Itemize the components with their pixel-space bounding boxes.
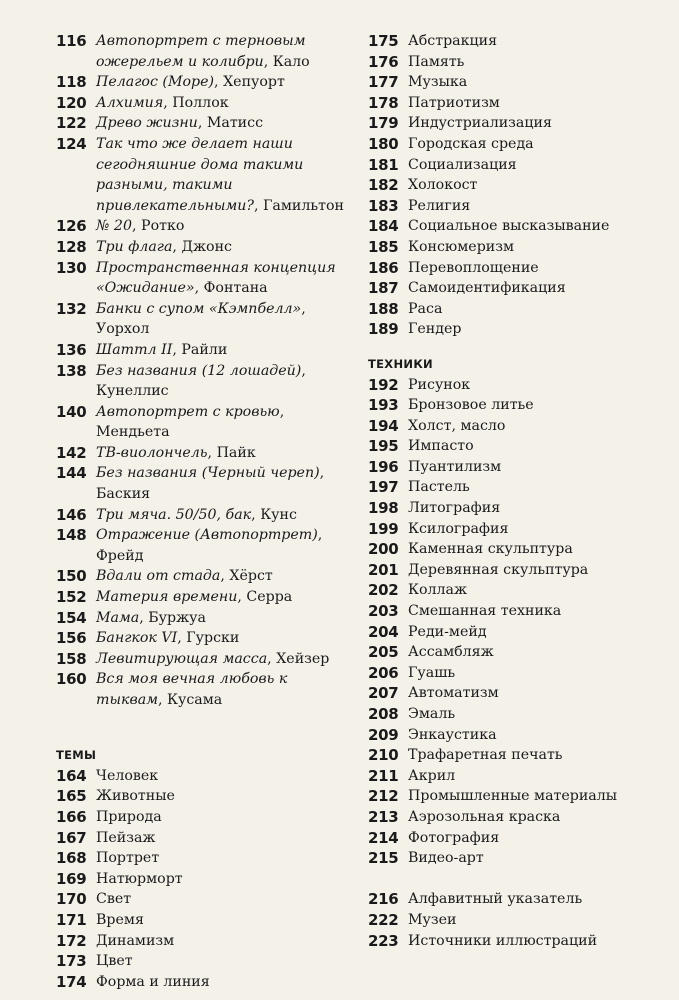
page-number: 179 [368,114,399,133]
page-number: 116 [56,32,87,50]
entry-label: Городская среда [408,135,534,152]
entry-text: Левитирующая масса, Хейзер [96,650,330,667]
page-number: 188 [368,299,399,318]
work-title: Алхимия [96,94,164,111]
toc-entry [368,155,674,176]
page-number: 166 [56,807,87,826]
page-number: 222 [368,910,399,929]
toc-entry [368,580,674,601]
toc-entry [368,498,674,519]
page-number: 177 [368,73,399,92]
work-title: Отражение (Автопортрет) [96,527,318,544]
toc-entry [368,299,674,320]
artist-name: Кало [272,53,310,70]
spacer [368,869,674,890]
entry-text: Вся моя вечная любовь к тыквам, Кусама [96,671,288,709]
page-number: 202 [368,581,399,600]
page-number: 167 [56,828,87,847]
work-title: Вся моя вечная любовь к тыквам [96,671,288,709]
toc-entry [368,477,674,498]
page-number: 165 [56,787,87,806]
artist-name: Фонтана [203,280,268,297]
toc-entry [56,443,356,464]
page-number: 183 [368,196,399,215]
toc-entry [56,299,356,340]
toc-entry [368,889,674,910]
toc-entry [368,52,674,73]
page-number: 164 [56,766,87,785]
page-number: 198 [368,499,399,518]
toc-entry [368,766,674,787]
toc-entry [368,519,674,540]
page-number: 197 [368,478,399,497]
entry-label: Деревянная скульптура [408,561,589,578]
work-title: Так что же делает наши сегодняшние дома такими разными, такими привлекательными? [96,135,304,214]
entry-text: Три мяча. 50/50, бак, Кунс [96,506,297,523]
entry-label: Свет [96,891,132,908]
entry-text: Древо жизни, Матисс [96,115,264,132]
entry-label: Холст, масло [408,417,506,434]
work-title: Шаттл II [96,341,173,358]
toc-entry [56,848,356,869]
entry-label: Видео-арт [408,850,484,867]
page-number: 181 [368,155,399,174]
work-title: Мама [96,609,140,626]
page-number: 150 [56,567,87,586]
entry-text: Автопортрет с кровью, Мендьета [96,403,285,441]
entry-label: Память [408,53,465,70]
page-number: 148 [56,526,87,545]
work-title: Без названия (Черный череп) [96,465,320,482]
entry-text: Вдали от стада, Хёрст [96,568,273,585]
page-number: 205 [368,643,399,662]
toc-entry [56,889,356,910]
entry-label: Рисунок [408,376,471,393]
toc-entry [368,786,674,807]
page-number: 180 [368,134,399,153]
work-title: Три флага [96,238,173,255]
page-number: 209 [368,725,399,744]
left-column [56,31,356,992]
work-title: Банки с супом «Кэмпбелл» [96,300,302,317]
toc-entry [56,628,356,649]
page-number: 194 [368,416,399,435]
artist-name: Кунеллис [96,383,169,400]
toc-entry [368,375,674,396]
toc-entry [368,683,674,704]
entry-label: Фотография [408,829,500,846]
entry-text: Мама, Буржуа [96,609,206,626]
artist-name: Мендьета [96,424,170,441]
toc-entry [56,340,356,361]
toc-entry [368,539,674,560]
entry-label: Портрет [96,850,160,867]
entry-label: Бронзовое литье [408,397,534,414]
entry-text: ТВ-виолончель, Пайк [96,444,256,461]
page-number: 213 [368,807,399,826]
entry-label: Человек [96,767,159,784]
entry-text: Шаттл II, Райли [96,341,228,358]
entry-label: Самоидентификация [408,280,566,297]
page-number: 118 [56,73,87,92]
entry-label: Пейзаж [96,829,156,846]
page-number: 172 [56,931,87,950]
toc-entry [368,258,674,279]
work-title: Пространственная концепция «Ожидание» [96,259,336,297]
toc-entry [56,669,356,710]
artist-name: Пайк [216,444,256,461]
entry-label: Раса [408,300,443,317]
artist-name: Поллок [172,94,229,111]
page-number: 132 [56,299,87,318]
entry-label: Литография [408,500,501,517]
entry-label: Природа [96,808,162,825]
right-column [368,31,674,951]
entry-text: Банки с супом «Кэмпбелл», Уорхол [96,300,306,338]
toc-entry [56,951,356,972]
page-number: 175 [368,32,399,50]
concepts-list [368,31,674,340]
toc-entry [56,237,356,258]
page-number: 201 [368,560,399,579]
entry-label: Время [96,911,144,928]
entry-label: Патриотизм [408,94,500,111]
artist-name: Фрейд [96,547,144,564]
page-number: 146 [56,505,87,524]
toc-entry [56,931,356,952]
artist-name: Хёрст [229,568,273,585]
page-number: 142 [56,443,87,462]
toc-entry [368,216,674,237]
entry-label: Форма и линия [96,973,210,990]
entry-text: Материя времени, Серра [96,589,293,606]
toc-entry [368,319,674,340]
entry-text: Отражение (Автопортрет), Фрейд [96,527,323,564]
page-number: 184 [368,217,399,236]
toc-entry [56,258,356,299]
back-matter-list [368,889,674,951]
entry-label: Музыка [408,74,468,91]
entry-label: Аэрозольная краска [408,808,561,825]
page-number: 193 [368,396,399,415]
toc-entry [368,663,674,684]
entry-label: Промышленные материалы [408,788,618,805]
toc-entry [56,828,356,849]
work-title: Бангкок VI [96,630,178,647]
work-title: № 20 [96,218,132,235]
toc-entry [368,622,674,643]
toc-entry [56,463,356,504]
toc-entry [368,745,674,766]
page-number: 182 [368,176,399,195]
page-number: 152 [56,588,87,607]
entry-label: Консюмеризм [408,238,515,255]
entry-label: Индустриализация [408,115,552,132]
entry-label: Смешанная техника [408,603,562,620]
toc-entry [56,910,356,931]
toc-entry [368,113,674,134]
page-number: 185 [368,237,399,256]
entry-label: Импасто [408,438,474,455]
page-number: 169 [56,869,87,888]
toc-entry [56,587,356,608]
page-number: 187 [368,279,399,298]
page-number: 200 [368,540,399,559]
entry-label: Пуантилизм [408,458,502,475]
toc-entry [368,848,674,869]
toc-entry [56,972,356,993]
entry-label: Каменная скульптура [408,541,573,558]
toc-entry [368,704,674,725]
entry-label: Акрил [408,767,456,784]
entry-text: Без названия (Черный череп), Баския [96,465,325,503]
page-number: 144 [56,464,87,483]
work-title: Автопортрет с кровью [96,403,280,420]
toc-entry [56,807,356,828]
artist-name: Гурски [186,630,240,647]
page-number: 171 [56,910,87,929]
page-number: 122 [56,114,87,133]
entry-label: Натюрморт [96,870,183,887]
toc-entry [56,608,356,629]
toc-entry [56,505,356,526]
page-number: 176 [368,52,399,71]
entry-text: № 20, Ротко [96,218,185,235]
page-number: 136 [56,340,87,359]
entry-label: Холокост [408,177,478,194]
toc-entry [56,72,356,93]
page-number: 156 [56,629,87,648]
page-number: 138 [56,361,87,380]
page-number: 168 [56,849,87,868]
page-number: 206 [368,663,399,682]
page-number: 212 [368,787,399,806]
artist-name: Уорхол [96,321,150,338]
entry-label: Гендер [408,321,462,338]
entry-label: Трафаретная печать [408,747,563,764]
toc-entry [56,113,356,134]
page-number: 208 [368,705,399,723]
toc-entry [56,786,356,807]
artist-name: Серра [246,589,293,606]
page-number: 160 [56,670,87,689]
entry-text: Три флага, Джонс [96,238,232,255]
page-number: 189 [368,320,399,339]
page-number: 199 [368,519,399,538]
works-list [56,31,356,711]
toc-entry [368,725,674,746]
toc-entry [368,457,674,478]
toc-entry [368,416,674,437]
entry-text: Так что же делает наши сегодняшние дома такими разными, такими привлекательными?, Гамильтон [96,135,344,214]
toc-entry [368,134,674,155]
entry-label: Музеи [408,911,457,928]
page-number: 207 [368,684,399,703]
toc-entry [368,31,674,52]
artist-name: Буржуа [148,609,206,626]
entry-text: Бангкок VI, Гурски [96,630,240,647]
page-number: 203 [368,602,399,621]
work-title: Пелагос (Море) [96,74,215,91]
toc-entry [56,216,356,237]
techniques-list [368,375,674,869]
entry-label: Животные [96,788,175,805]
toc-entry [368,931,674,952]
toc-entry [56,402,356,443]
toc-entry [368,175,674,196]
themes-list [56,766,356,993]
toc-entry [368,910,674,931]
work-title: Вдали от стада [96,568,221,585]
page-number: 170 [56,890,87,909]
page-number: 158 [56,649,87,668]
work-title: Материя времени [96,589,238,606]
page-number: 120 [56,93,87,112]
entry-label: Автоматизм [408,685,499,702]
page-number: 192 [368,375,399,394]
entry-text: Пространственная концепция «Ожидание», Фонтана [96,259,336,297]
toc-entry [368,642,674,663]
toc-entry [56,766,356,787]
toc-entry [56,361,356,402]
page-number: 124 [56,134,87,153]
entry-text: Автопортрет с терновым ожерельем и колибри, Кало [96,33,310,70]
entry-text: Пелагос (Море), Хепуорт [96,74,285,91]
entry-label: Религия [408,197,471,214]
page-number: 174 [56,972,87,991]
toc-entry [368,436,674,457]
spacer [56,711,356,732]
work-title: Левитирующая масса [96,650,268,667]
work-title: ТВ-виолончель [96,444,208,461]
artist-name: Матисс [206,115,264,132]
toc-entry [56,525,356,566]
toc-entry [368,93,674,114]
page-number: 216 [368,890,399,909]
toc-entry [368,560,674,581]
toc-entry [368,278,674,299]
toc-entry [56,31,356,72]
page-number: 178 [368,93,399,112]
page-number: 186 [368,258,399,277]
entry-label: Ассамбляж [408,644,494,661]
entry-label: Цвет [96,953,133,970]
entry-text: Без названия (12 лошадей), Кунеллис [96,362,306,400]
page-number: 215 [368,849,399,868]
toc-entry [368,237,674,258]
entry-label: Социальное высказывание [408,218,610,235]
toc-entry [368,807,674,828]
artist-name: Гамильтон [263,197,344,214]
toc-entry [368,196,674,217]
toc-entry [56,649,356,670]
artist-name: Кунс [260,506,297,523]
artist-name: Хепуорт [223,74,285,91]
spacer [56,731,356,745]
page-number: 210 [368,746,399,765]
entry-label: Коллаж [408,582,468,599]
page-number: 130 [56,258,87,277]
artist-name: Кусама [167,692,223,709]
entry-label: Источники иллюстраций [408,932,598,949]
entry-label: Пастель [408,479,470,496]
toc-entry [368,72,674,93]
page-number: 214 [368,828,399,847]
page-number: 223 [368,931,399,950]
entry-label: Гуашь [408,664,456,681]
toc-entry [56,93,356,114]
entry-label: Энкаустика [408,726,497,743]
toc-entry [56,134,356,216]
page-number: 126 [56,217,87,236]
toc-entry [368,395,674,416]
entry-label: Эмаль [408,706,456,722]
page-number: 154 [56,608,87,627]
page-number: 204 [368,622,399,641]
entry-label: Социализация [408,156,517,173]
page-number: 140 [56,402,87,421]
themes-heading: ТЕМЫ [56,748,97,763]
entry-label: Ксилография [408,520,509,537]
work-title: Без названия (12 лошадей) [96,362,302,379]
entry-label: Алфавитный указатель [408,891,583,908]
work-title: Три мяча. 50/50, бак [96,506,252,523]
page-number: 173 [56,952,87,971]
entry-label: Абстракция [408,33,498,49]
entry-text: Алхимия, Поллок [96,94,229,111]
entry-label: Перевоплощение [408,259,539,276]
entry-label: Динамизм [96,932,175,949]
entry-label: Реди-мейд [408,623,487,640]
toc-entry [56,566,356,587]
artist-name: Джонс [181,238,232,255]
artist-name: Баския [96,486,151,503]
spacer [368,340,674,354]
artist-name: Ротко [141,218,185,235]
toc-entry [56,869,356,890]
artist-name: Хейзер [276,650,330,667]
page-number: 195 [368,437,399,456]
techniques-heading: ТЕХНИКИ [368,356,433,371]
page-number: 196 [368,457,399,476]
page-number: 128 [56,237,87,256]
work-title: Древо жизни [96,115,198,132]
work-title: Автопортрет с терновым ожерельем и колибри [96,33,306,70]
toc-entry [368,601,674,622]
artist-name: Райли [181,341,228,358]
toc-entry [368,828,674,849]
page-number: 211 [368,766,399,785]
